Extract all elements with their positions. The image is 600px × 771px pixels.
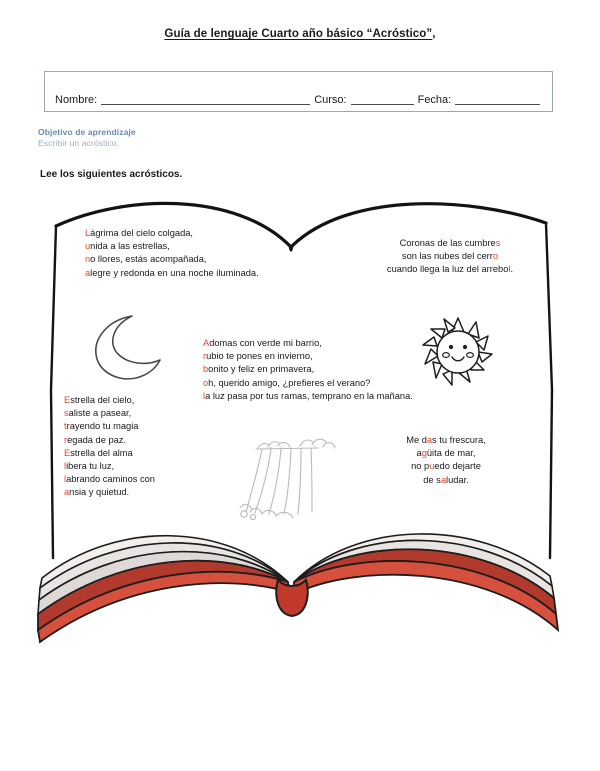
acrostic-line (64, 486, 155, 499)
acrostic-line-text: edo dejarte (434, 461, 481, 472)
acrostic-line (380, 474, 512, 487)
acrostic-agua (380, 434, 512, 487)
acrostic-line (203, 377, 413, 390)
acrostic-line (203, 390, 413, 403)
acrostic-line-text: domas con verde mi barrio, (209, 338, 322, 348)
learning-objective-heading: Objetivo de aprendizaje (38, 127, 136, 137)
acrostic-line (85, 253, 259, 266)
name-label: Nombre: (55, 94, 98, 106)
acrostic-keyword-letter: u (429, 461, 435, 472)
acrostic-line-text: s tu frescura, (432, 435, 486, 445)
acrostic-luna (85, 227, 259, 280)
acrostic-keyword-letter: l (203, 390, 206, 401)
acrostic-keyword-letter: a (426, 435, 433, 445)
acrostic-keyword-letter: E (64, 395, 71, 405)
acrostic-line (64, 473, 155, 486)
acrostic-line (85, 240, 259, 253)
acrostic-line-text: nsia y quietud. (69, 487, 130, 498)
acrostic-line (85, 227, 259, 240)
acrostic-keyword-letter: E (64, 447, 71, 458)
acrostic-line-text: Coronas de las cumbre (399, 238, 496, 248)
page-title-text: Guía de lenguaje Cuarto año básico “Acróstico” (164, 28, 433, 40)
name-field[interactable] (101, 93, 310, 105)
acrostic-line-text: üita de mar, (426, 448, 476, 459)
acrostic-keyword-letter: u (85, 241, 91, 252)
acrostic-line (64, 460, 155, 473)
acrostic-keyword-letter: L (85, 228, 91, 238)
acrostic-line (344, 237, 556, 250)
acrostic-line (380, 447, 512, 460)
student-info-row (55, 93, 547, 106)
date-field[interactable] (455, 93, 540, 105)
acrostic-keyword-letter: b (203, 364, 209, 375)
acrostic-line (380, 434, 512, 447)
acrostic-line-text: de s (423, 474, 441, 485)
acrostic-line-text: ludar. (446, 474, 469, 485)
acrostic-line (85, 267, 259, 280)
acrostic-keyword-letter: o (492, 251, 499, 262)
acrostic-line-text: . (510, 264, 514, 275)
acrostic-line-text: strella del cielo, (70, 395, 135, 405)
acrostic-line (380, 460, 512, 473)
acrostic-keyword-letter: s (495, 238, 501, 248)
acrostic-line-text: aliste a pasear, (68, 408, 132, 419)
acrostic-keyword-letter: a (64, 487, 70, 498)
acrostic-keyword-letter: l (64, 460, 67, 471)
acrostic-line (203, 363, 413, 376)
acrostic-line-text: onito y feliz en primavera, (208, 364, 315, 375)
acrostic-line-text: h, querido amigo, ¿prefieres el verano? (208, 377, 371, 388)
acrostic-line-text: egada de paz. (67, 434, 127, 445)
acrostic-keyword-letter: n (85, 254, 91, 265)
acrostic-arbol (203, 337, 413, 403)
acrostic-line-text: Me d (406, 435, 427, 445)
student-info-box (44, 71, 553, 112)
waterfall-icon (238, 428, 336, 525)
acrostic-line-text: strella del alma (70, 447, 133, 458)
acrostic-line-text: a luz pasa por tus ramas, temprano en la mañana. (205, 390, 413, 401)
acrostic-keyword-letter: l (508, 264, 511, 275)
instruction-text: Lee los siguientes acrósticos. (40, 169, 183, 180)
acrostic-keyword-letter: a (440, 474, 446, 485)
book-center-crease (290, 246, 292, 250)
acrostic-keyword-letter: a (85, 267, 91, 278)
acrostic-line (64, 447, 155, 460)
acrostic-line (344, 263, 556, 276)
acrostic-line-text: legre y redonda en una noche iluminada. (90, 267, 259, 278)
page-title-comma: , (432, 28, 436, 40)
acrostic-keyword-letter: g (421, 448, 427, 459)
learning-objective-text: Escribir un acróstico. (38, 138, 120, 149)
acrostic-line-text: son las nubes del cerr (401, 251, 493, 262)
crescent-moon-icon (88, 312, 166, 389)
acrostic-line-text: abrando caminos con (66, 474, 155, 485)
acrostic-line (64, 420, 155, 433)
book-spine-knot (276, 580, 308, 616)
acrostic-keyword-letter: o (203, 377, 209, 388)
acrostic-keyword-letter: l (64, 474, 67, 485)
smiling-sun-icon (418, 312, 498, 395)
acrostic-line-text: ágrima del cielo colgada, (90, 228, 194, 238)
acrostic-line (64, 394, 155, 407)
acrostic-keyword-letter: r (203, 351, 207, 362)
acrostic-keyword-letter: r (64, 434, 68, 445)
course-field[interactable] (351, 93, 414, 105)
course-label: Curso: (314, 94, 347, 106)
acrostic-keyword-letter: A (203, 338, 210, 348)
acrostic-line-text: cuando llega la luz del arrebo (386, 264, 509, 275)
learning-objective (38, 127, 136, 150)
acrostic-keyword-letter: t (64, 421, 67, 432)
acrostic-line-text: nida a las estrellas, (90, 241, 170, 252)
page-title (0, 28, 600, 40)
acrostic-line (64, 407, 155, 420)
acrostic-line-text: ibera tu luz, (66, 460, 115, 471)
acrostic-line (203, 337, 413, 350)
acrostic-sol (344, 237, 556, 277)
acrostic-line (64, 434, 155, 447)
acrostic-line (203, 350, 413, 363)
acrostic-keyword-letter: s (64, 408, 69, 419)
date-label: Fecha: (417, 94, 452, 106)
acrostic-line-text: o llores, estás acompañada, (90, 254, 207, 265)
acrostic-estrella (64, 394, 155, 500)
acrostic-line-text: ubio te pones en invierno, (206, 351, 313, 362)
acrostic-line-text: a (416, 448, 422, 459)
acrostic-line-text: rayendo tu magia (66, 421, 139, 432)
acrostic-line-text: no p (411, 461, 430, 472)
acrostic-line (344, 250, 556, 263)
